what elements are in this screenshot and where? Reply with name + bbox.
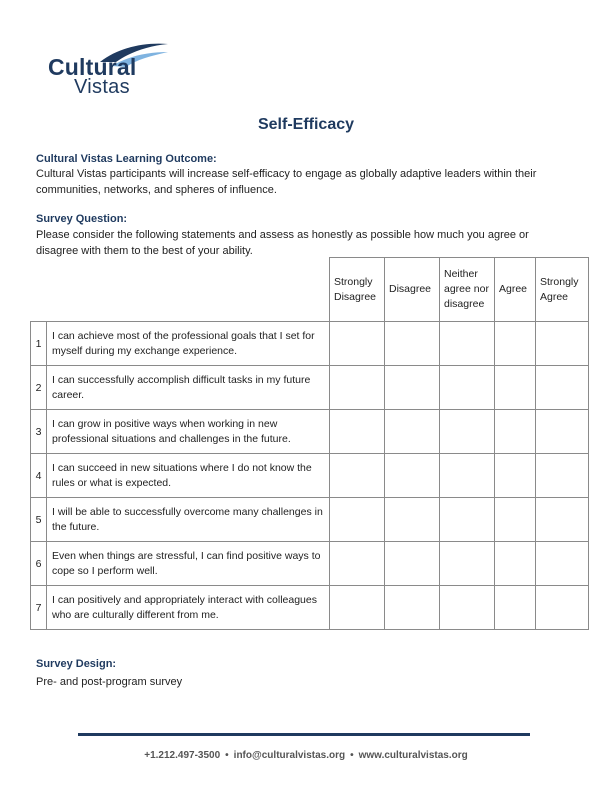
response-cell[interactable] [385,542,440,586]
response-cell[interactable] [536,498,589,542]
response-cell[interactable] [536,410,589,454]
response-cell[interactable] [330,542,385,586]
scale-header: Neither agree nor disagree [440,258,495,322]
table-row [31,498,589,542]
response-cell[interactable] [330,586,385,630]
table-row [31,410,589,454]
response-cell[interactable] [495,322,536,366]
table-row [31,322,589,366]
statement-text: Even when things are stressful, I can find positive ways to cope so I perform well. [47,542,330,586]
design-text: Pre- and post-program survey [36,676,183,688]
page-title: Self-Efficacy [257,116,355,133]
response-cell[interactable] [440,322,495,366]
response-cell[interactable] [536,542,589,586]
scale-header: Strongly Agree [536,258,589,322]
response-cell[interactable] [440,454,495,498]
survey-table [30,257,589,630]
response-cell[interactable] [385,498,440,542]
response-cell[interactable] [385,322,440,366]
response-cell[interactable] [495,366,536,410]
response-cell[interactable] [440,498,495,542]
footer-contact [0,750,612,761]
scale-header: Agree [495,258,536,322]
table-row [31,366,589,410]
statement-number: 3 [31,410,47,454]
statement-number: 5 [31,498,47,542]
outcome-heading: Cultural Vistas Learning Outcome: [36,153,217,165]
statement-text: I can positively and appropriately interact with colleagues who are culturally different from me. [47,586,330,630]
response-cell[interactable] [536,366,589,410]
response-cell[interactable] [330,322,385,366]
response-cell[interactable] [385,454,440,498]
response-cell[interactable] [495,586,536,630]
response-cell[interactable] [385,366,440,410]
response-cell[interactable] [330,454,385,498]
statement-number: 7 [31,586,47,630]
outcome-text: Cultural Vistas participants will increase self-efficacy to engage as globally adaptive leaders within their communities, networks, and spheres of influence. [36,168,537,196]
statement-text: I can grow in positive ways when working in new professional situations and challenges in the future. [47,410,330,454]
statement-number: 1 [31,322,47,366]
response-cell[interactable] [330,410,385,454]
scale-header-row [31,258,589,322]
bullet-separator: • [350,750,354,761]
cultural-vistas-logo [48,40,178,100]
response-cell[interactable] [440,586,495,630]
question-heading: Survey Question: [36,213,128,225]
footer-phone: +1.212.497-3500 [144,750,221,761]
response-cell[interactable] [440,542,495,586]
header-blank [31,258,330,322]
response-cell[interactable] [385,410,440,454]
footer-website[interactable]: www.culturalvistas.org [358,750,468,761]
response-cell[interactable] [536,322,589,366]
question-text: Please consider the following statements and assess as honestly as possible how much you agree or disagree with them to the best of your ability. [36,229,529,257]
table-row [31,586,589,630]
statement-number: 4 [31,454,47,498]
statement-number: 6 [31,542,47,586]
response-cell[interactable] [495,498,536,542]
statement-text: I can succeed in new situations where I do not know the rules or what is expected. [47,454,330,498]
response-cell[interactable] [330,498,385,542]
response-cell[interactable] [440,410,495,454]
design-heading: Survey Design: [36,658,117,670]
table-row [31,454,589,498]
statement-text: I will be able to successfully overcome many challenges in the future. [47,498,330,542]
logo-text-cultural: Cultural [48,54,137,80]
response-cell[interactable] [495,410,536,454]
response-cell[interactable] [536,586,589,630]
footer-divider [78,733,530,736]
scale-header: Disagree [385,258,440,322]
statement-number: 2 [31,366,47,410]
statement-text: I can successfully accomplish difficult tasks in my future career. [47,366,330,410]
response-cell[interactable] [330,366,385,410]
response-cell[interactable] [385,586,440,630]
bullet-separator: • [225,750,229,761]
response-cell[interactable] [440,366,495,410]
response-cell[interactable] [495,454,536,498]
table-row [31,542,589,586]
logo-text-vistas: Vistas [74,76,130,98]
response-cell[interactable] [495,542,536,586]
statement-text: I can achieve most of the professional goals that I set for myself during my exchange experience. [47,322,330,366]
footer-email[interactable]: info@culturalvistas.org [233,750,346,761]
response-cell[interactable] [536,454,589,498]
scale-header: Strongly Disagree [330,258,385,322]
